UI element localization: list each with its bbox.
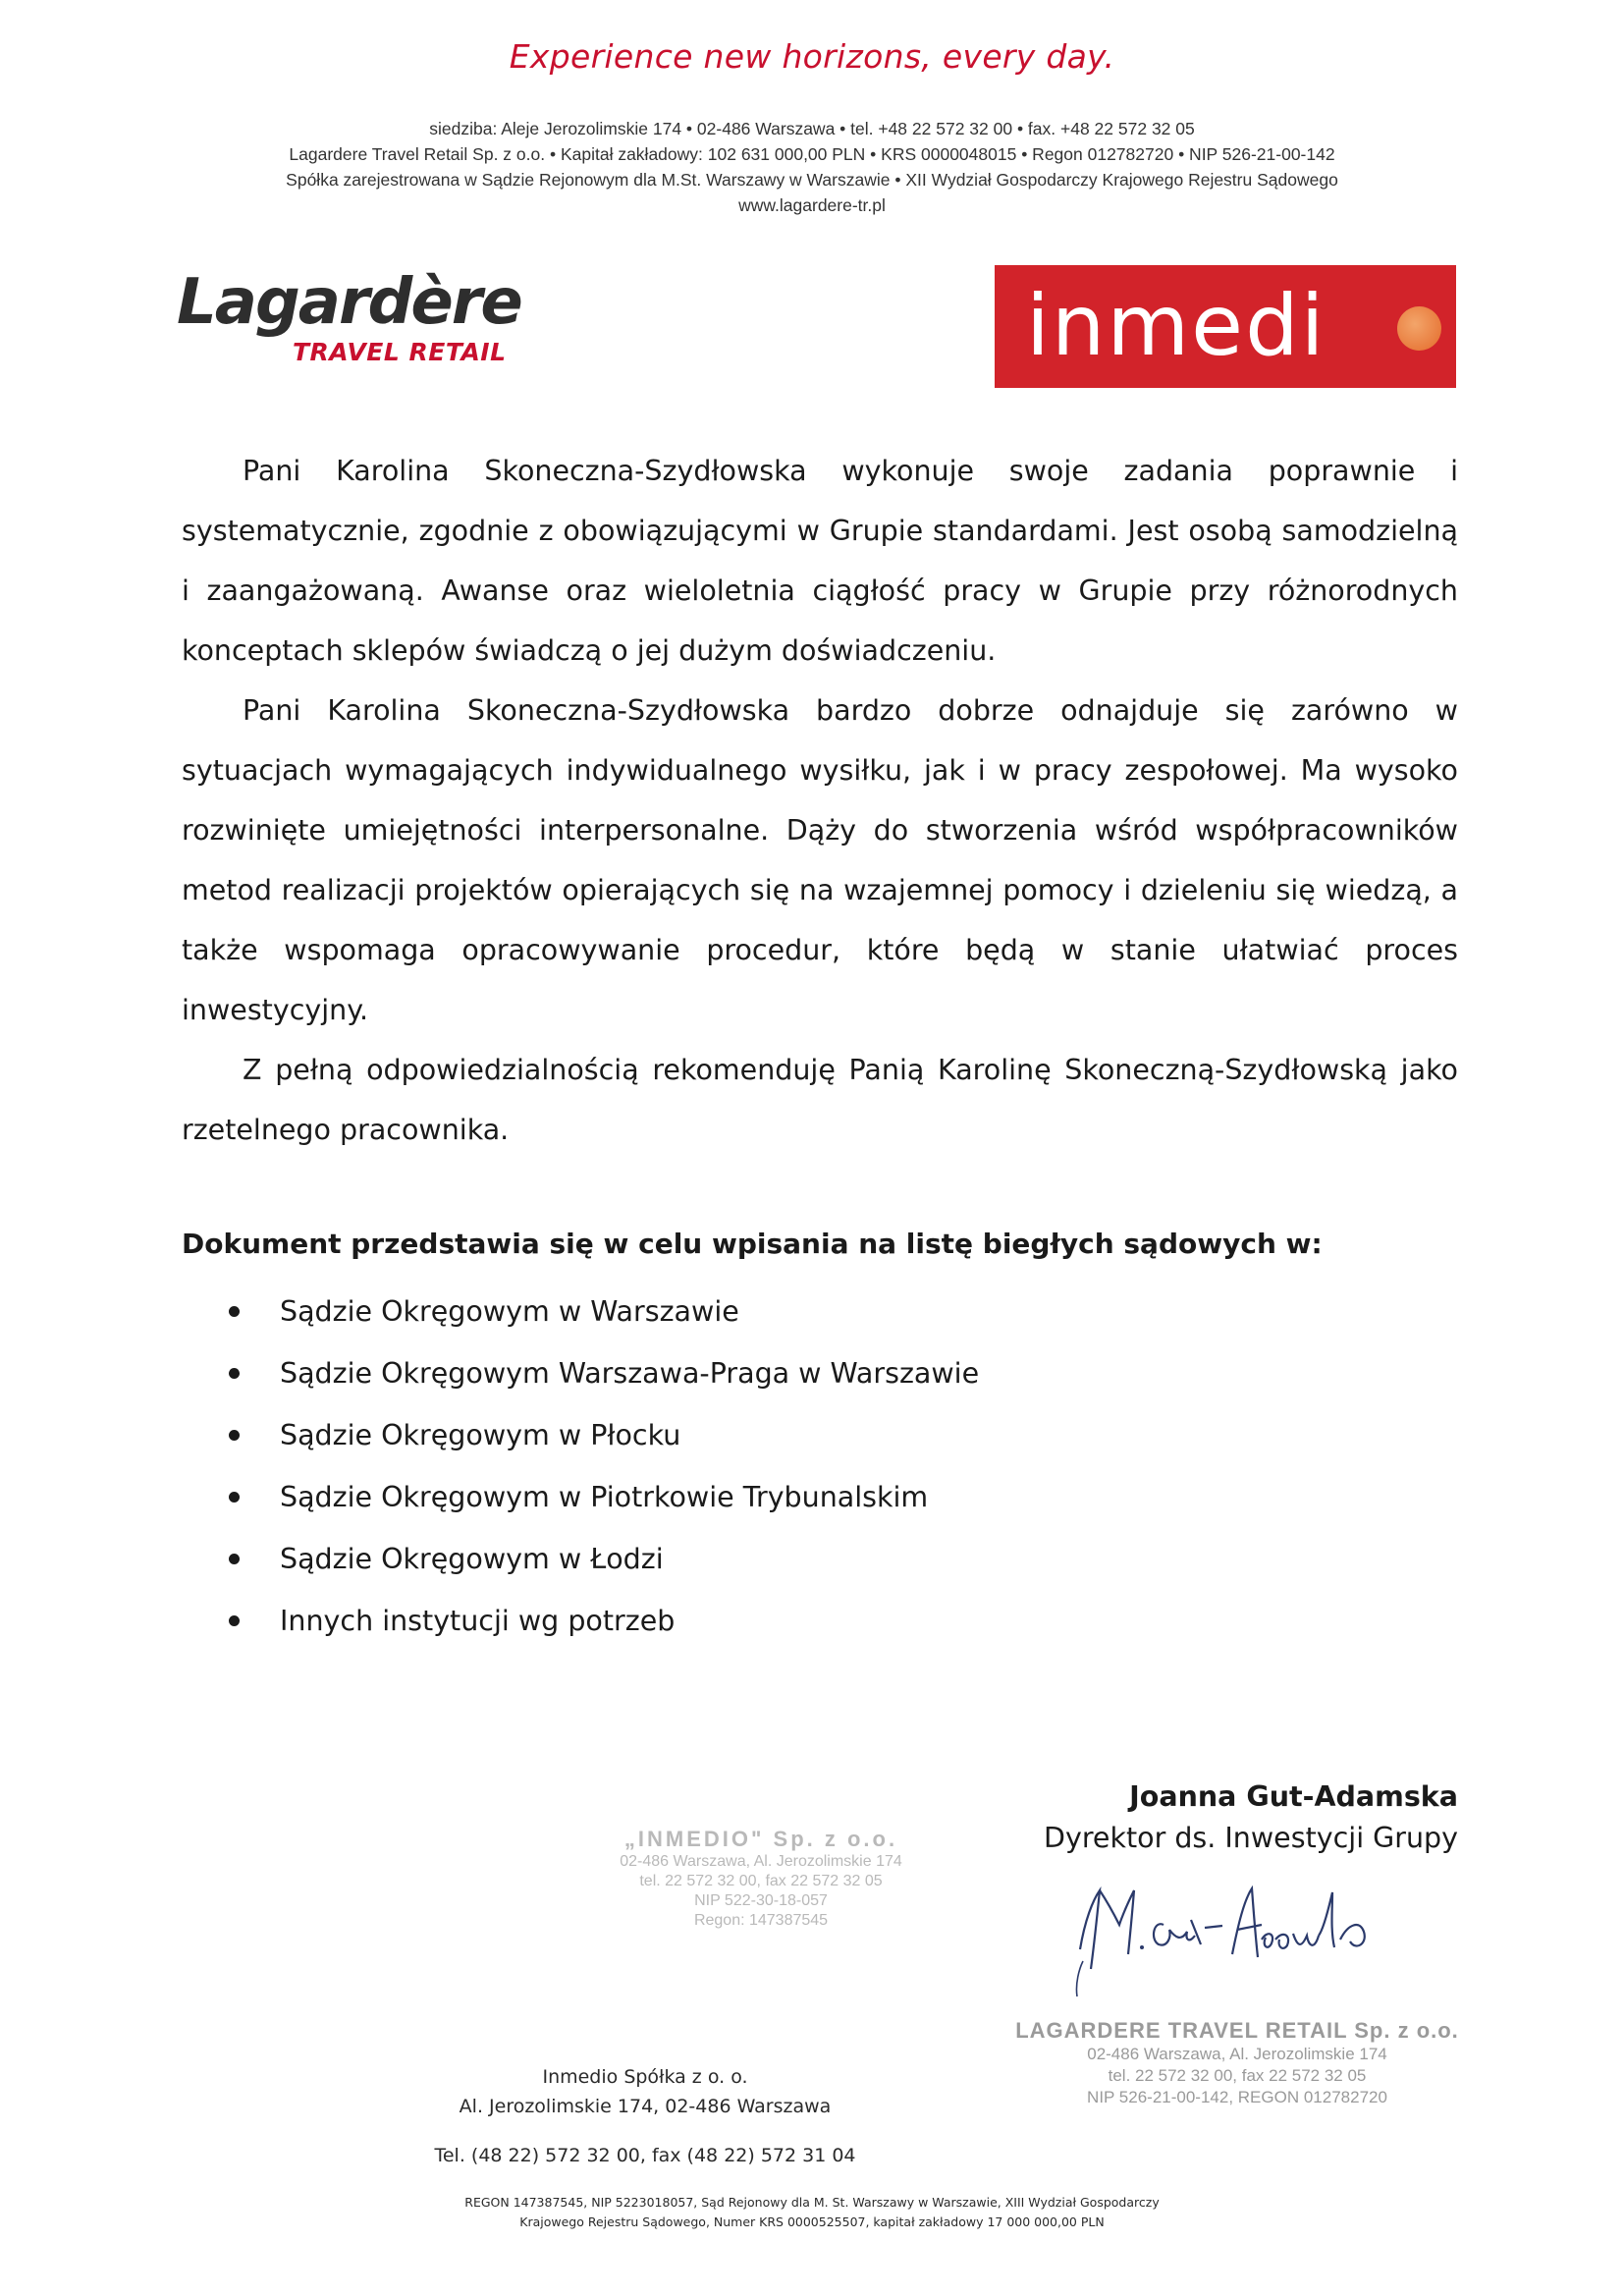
bullet-icon (229, 1306, 240, 1317)
bullet-icon (229, 1615, 240, 1626)
inmedio-logo (995, 265, 1456, 388)
paragraph-2-text: Pani Karolina Skoneczna-Szydłowska bardzo dobrze odnajduje się zarówno w sytuacjach wymagających indywidualnego wysiłku, jak i w pracy zespołowej. Ma wysoko rozwinięte umiejętności interpersonalne. Dąży do stworzenia wśród współpracowników metod realizacji projektów opierających się na wzajemnej pomocy i dzieleniu się wiedzą, a także wspomaga opracowywanie procedur, które będą w stanie ułatwiać proces inwestycyjny. (182, 694, 1458, 1026)
list-item (182, 1281, 979, 1342)
recommendation-paragraph-2 (182, 681, 1458, 1040)
courts-heading: Dokument przedstawia się w celu wpisania na listę biegłych sądowych w: (182, 1228, 1323, 1260)
court-name: Innych instytucji wg potrzeb (280, 1605, 676, 1637)
footer-company-address (0, 2062, 1290, 2121)
header-registration-line: Lagardere Travel Retail Sp. z o.o. • Kapitał zakładowy: 102 631 000,00 PLN • KRS 0000048015 • Regon 012782720 • NIP 526-21-00-142 (289, 144, 1335, 164)
footer-registry-line: REGON 147387545, NIP 5223018057, Sąd Rejonowy dla M. St. Warszawy w Warszawie, XIII Wydział Gospodarczy (464, 2195, 1160, 2210)
company-tagline: Experience new horizons, every day. (509, 37, 1115, 76)
paragraph-3-text: Z pełną odpowiedzialnością rekomenduję Panią Karolinę Skoneczną-Szydłowską jako rzetelnego pracownika. (182, 1054, 1458, 1146)
stamp-title: „INMEDIO" Sp. z o.o. (623, 1827, 898, 1851)
inmedio-company-stamp (550, 1827, 972, 1964)
company-header-info (0, 116, 1624, 218)
footer-address: Al. Jerozolimskie 174, 02-486 Warszawa (459, 2096, 832, 2117)
lagardere-logo (177, 266, 521, 375)
footer-company-name: Inmedio Spółka z o. o. (542, 2066, 748, 2088)
list-item (182, 1466, 979, 1528)
court-name: Sądzie Okręgowym w Piotrkowie Trybunalskim (280, 1481, 929, 1513)
lagardere-logo-wordmark: Lagardère (177, 266, 521, 339)
bullet-icon (229, 1492, 240, 1503)
paragraph-1-text: Pani Karolina Skoneczna-Szydłowska wykonuje swoje zadania poprawnie i systematycznie, zgodnie z obowiązującymi w Grupie standardami. Jest osobą samodzielną i zaangażowaną. Awanse oraz wieloletnia ciągłość pracy w Grupie przy różnorodnych konceptach sklepów świadczą o jej dużym doświadczeniu. (182, 455, 1458, 667)
stamp-line: 02-486 Warszawa, Al. Jerozolimskie 174 (1087, 2045, 1387, 2063)
header-court-line: Spółka zarejestrowana w Sądzie Rejonowym dla M.St. Warszawy w Warszawie • XII Wydział Gospodarczy Krajowego Rejestru Sądowego (286, 170, 1338, 190)
courts-list (182, 1281, 979, 1652)
stamp-line: Regon: 147387545 (693, 1912, 829, 1929)
recommendation-paragraph-3 (182, 1040, 1458, 1160)
court-name: Sądzie Okręgowym w Warszawie (280, 1295, 739, 1328)
bullet-icon (229, 1430, 240, 1441)
stamp-title: LAGARDERE TRAVEL RETAIL Sp. z o.o. (1015, 2018, 1459, 2043)
footer-phone: Tel. (48 22) 572 32 00, fax (48 22) 572 31 04 (434, 2145, 856, 2166)
lagardere-logo-subtitle: TRAVEL RETAIL (293, 338, 507, 366)
list-item (182, 1342, 979, 1404)
inmedio-logo-o-icon (1397, 306, 1441, 351)
court-name: Sądzie Okręgowym w Łodzi (280, 1543, 664, 1575)
list-item (182, 1404, 979, 1466)
bullet-icon (229, 1554, 240, 1564)
header-address-line: siedziba: Aleje Jerozolimskie 174 • 02-486 Warszawa • tel. +48 22 572 32 00 • fax. +48 22 572 32 05 (429, 119, 1195, 138)
stamp-line: NIP 522-30-18-057 (694, 1892, 828, 1909)
stamp-line: 02-486 Warszawa, Al. Jerozolimskie 174 (620, 1853, 902, 1870)
recommendation-paragraph-1 (182, 441, 1458, 681)
list-item (182, 1528, 979, 1590)
header-website-line: www.lagardere-tr.pl (738, 195, 886, 215)
signer-name: Joanna Gut-Adamska (1129, 1780, 1458, 1813)
signer-title: Dyrektor ds. Inwestycji Grupy (1044, 1822, 1458, 1854)
footer-registry (0, 2193, 1624, 2232)
list-item (182, 1590, 979, 1652)
court-name: Sądzie Okręgowym w Płocku (280, 1419, 681, 1451)
footer-registry-line: Krajowego Rejestru Sądowego, Numer KRS 0000525507, kapitał zakładowy 17 000 000,00 PLN (519, 2214, 1105, 2229)
handwritten-signature (1065, 1871, 1438, 1998)
court-name: Sądzie Okręgowym Warszawa-Praga w Warszawie (280, 1357, 980, 1390)
stamp-line: tel. 22 572 32 00, fax 22 572 32 05 (1108, 2066, 1367, 2085)
stamp-line: NIP 526-21-00-142, REGON 012782720 (1087, 2088, 1387, 2106)
stamp-line: tel. 22 572 32 00, fax 22 572 32 05 (639, 1873, 883, 1889)
inmedio-logo-wordmark: inmedi (1026, 277, 1326, 375)
bullet-icon (229, 1368, 240, 1379)
